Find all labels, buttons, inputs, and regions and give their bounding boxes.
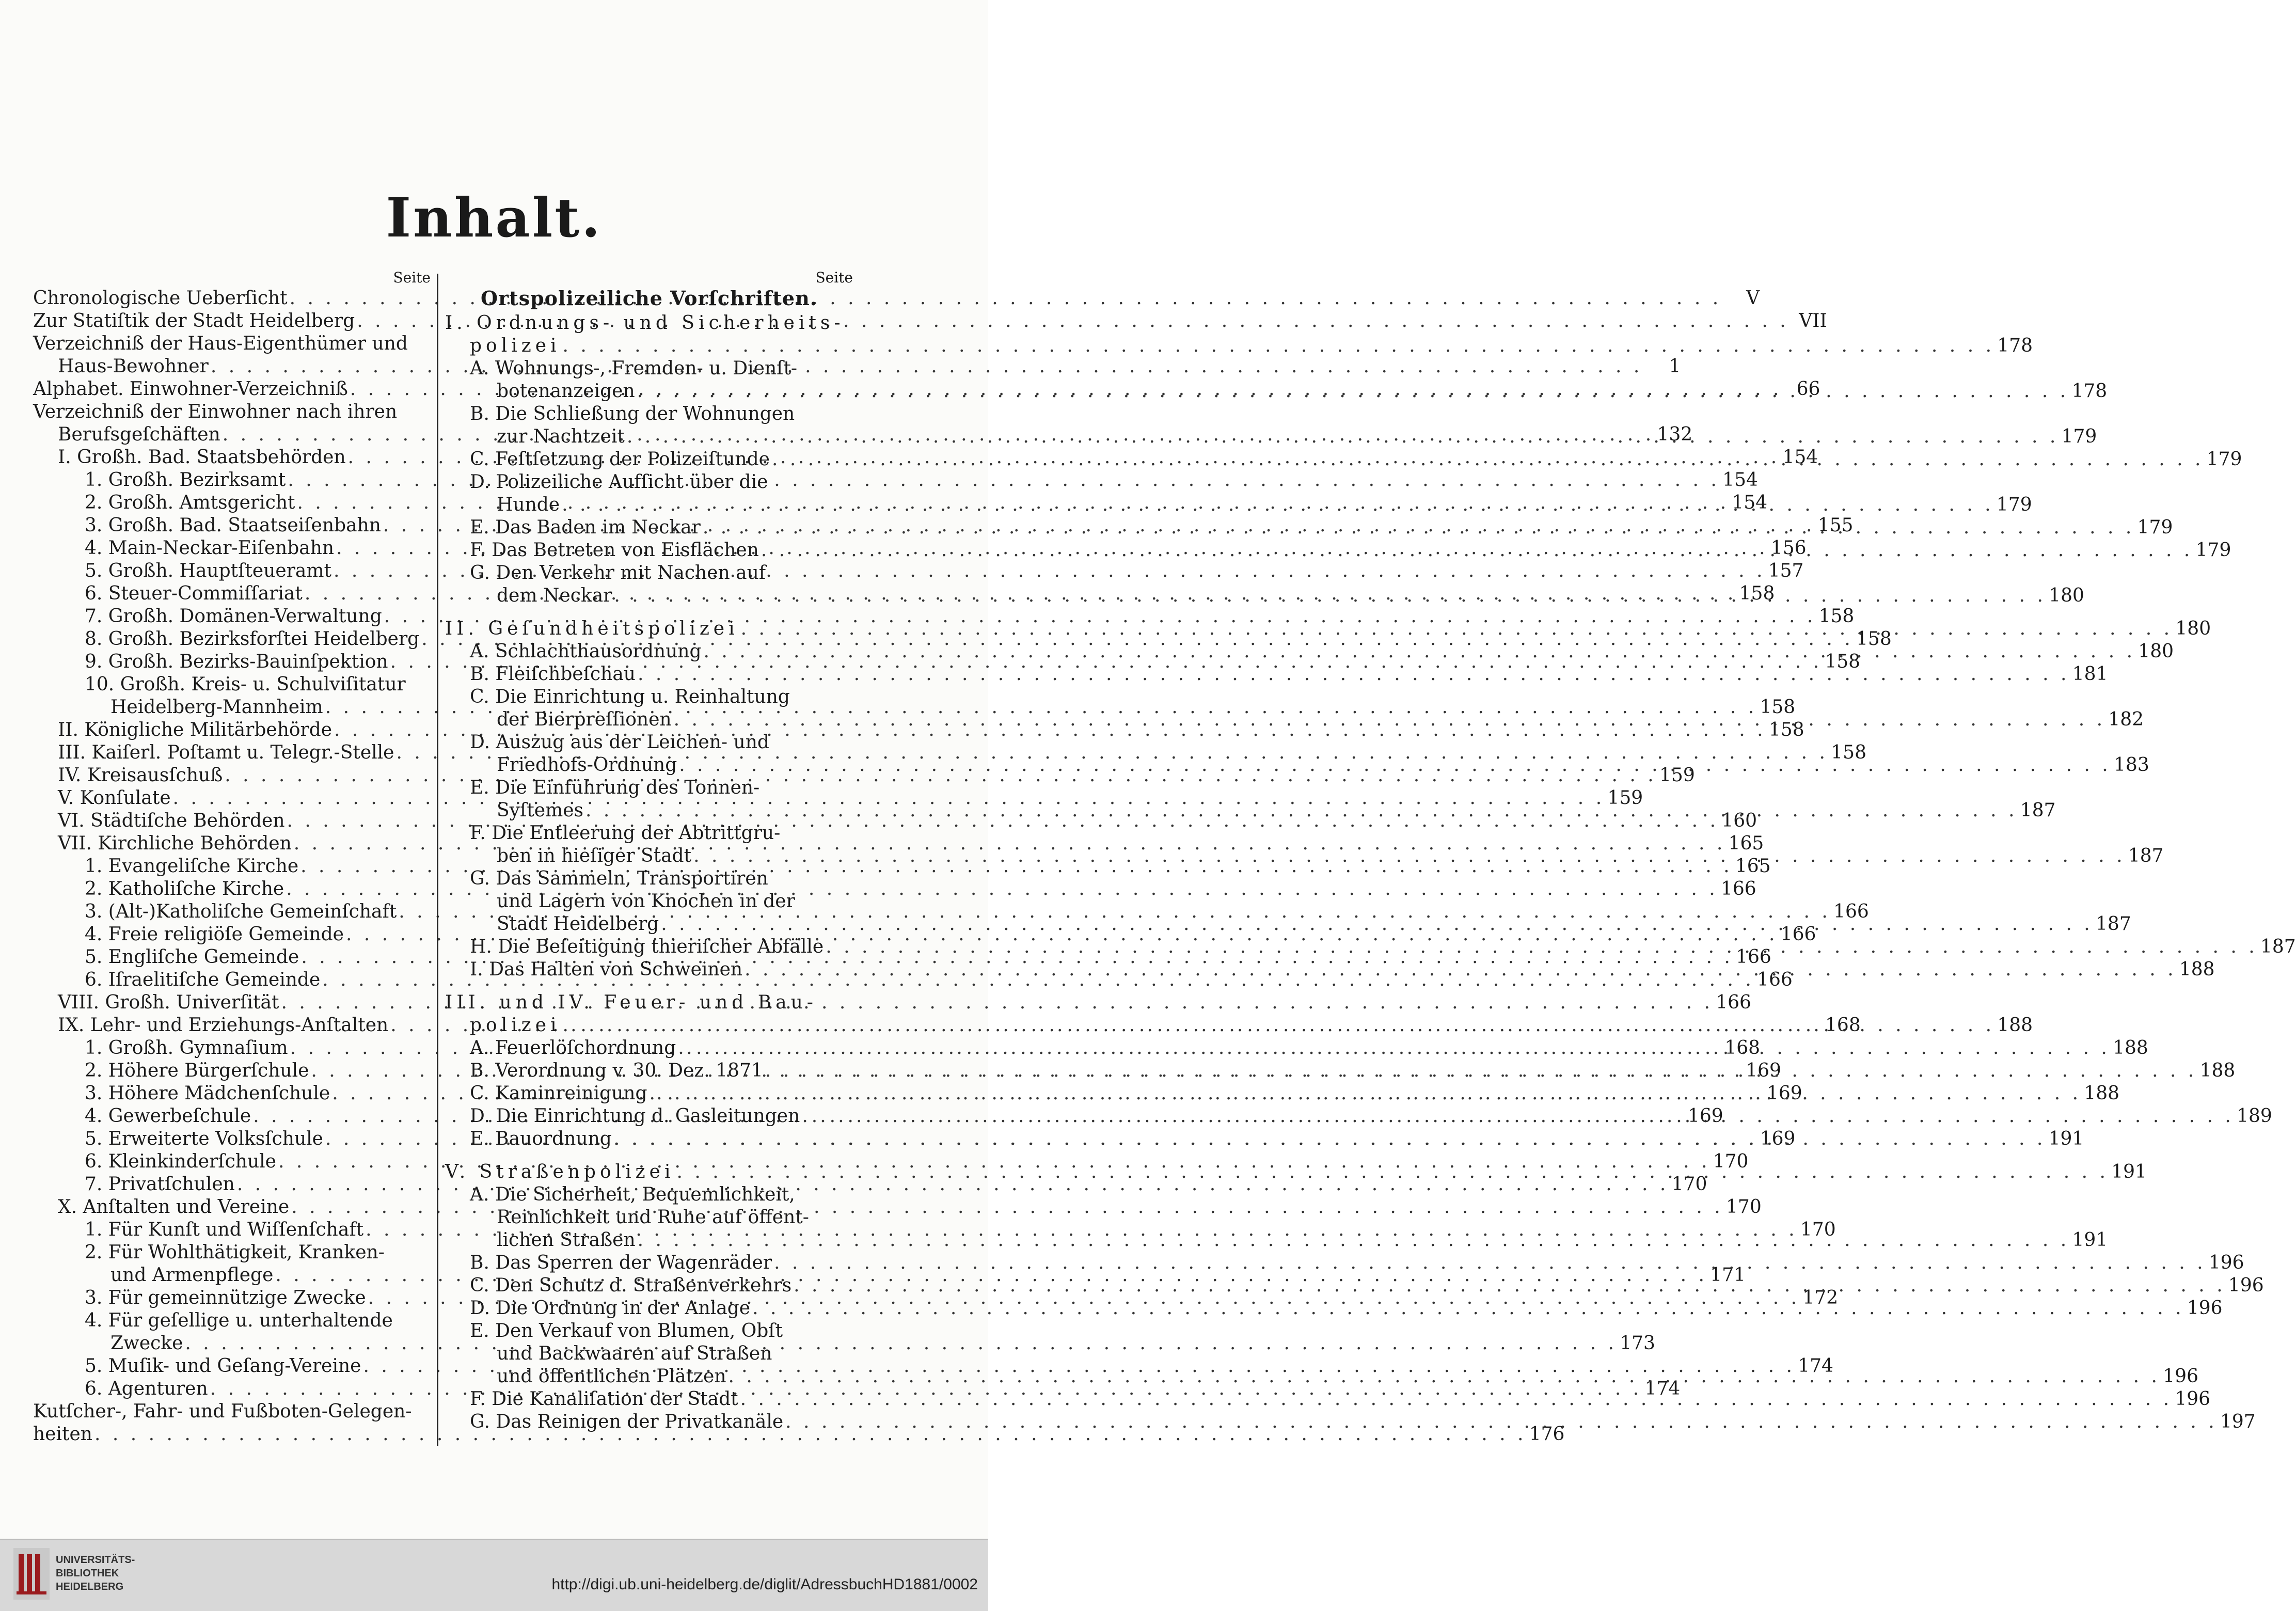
source-url-link[interactable]: http://digi.ub.uni-heidelberg.de/diglit/AdressbuchHD1881/0002 bbox=[551, 1576, 978, 1593]
toc-entry-text: A. Die Sicherheit, Bequemlichkeit, bbox=[470, 1184, 795, 1205]
toc-entry-text: 3. Höhere Mädchenſchule bbox=[85, 1083, 330, 1104]
toc-entry bbox=[445, 403, 853, 425]
toc-entry-text: 6. Steuer-Commiſſariat bbox=[85, 583, 303, 604]
toc-entry-text: X. Anſtalten und Vereine bbox=[58, 1196, 290, 1218]
toc-entry-text: VI. Städtiſche Behörden bbox=[58, 810, 285, 831]
toc-entry-text: zur Nachtzeit bbox=[497, 426, 625, 447]
toc-page-number: 169 bbox=[1760, 1128, 1796, 1149]
toc-entry-text: 1. Großh. Gymnaſium bbox=[85, 1037, 288, 1059]
toc-entry bbox=[445, 867, 853, 890]
toc-page-number: 170 bbox=[1726, 1196, 1762, 1218]
toc-entry-text: 2. Für Wohlthätigkeit, Kranken- bbox=[85, 1242, 385, 1263]
dot-leader bbox=[612, 585, 2048, 607]
toc-page-number: 179 bbox=[2206, 449, 2242, 470]
toc-entry-text: G. Das Reinigen der Privatkanäle bbox=[470, 1411, 784, 1432]
toc-entry-text: C. Feſtſetzung der Polizeiſtunde bbox=[470, 449, 770, 470]
toc-entry bbox=[33, 1400, 431, 1423]
toc-page-number: 187 bbox=[2096, 913, 2131, 935]
toc-entry-text: III. und IV. Feuer- und Bau- bbox=[445, 992, 817, 1013]
dot-leader bbox=[750, 1297, 2187, 1320]
toc-entry-text: Syſtemes bbox=[497, 800, 584, 821]
toc-page-number: 187 bbox=[2260, 936, 2296, 957]
toc-entry-text: I. Ordnungs- und Sicherheits- bbox=[445, 312, 845, 334]
toc-entry-text: Heidelberg-Mannheim bbox=[110, 697, 323, 718]
toc-page-number: 155 bbox=[1817, 515, 1854, 536]
toc-entry-text: 10. Großh. Kreis- u. Schulviſitatur bbox=[85, 674, 406, 695]
toc-page-number: 171 bbox=[1710, 1265, 1746, 1286]
toc-entry-text: heiten bbox=[33, 1424, 92, 1445]
toc-entry-text: Kutſcher-, Fahr- und Fußboten-Gelegen- bbox=[33, 1401, 412, 1422]
toc-entry-text: 4. Für geſellige u. unterhaltende bbox=[85, 1310, 393, 1331]
toc-page-number: 166 bbox=[1716, 992, 1751, 1013]
toc-entry bbox=[445, 1183, 853, 1206]
toc-page-number: 166 bbox=[1736, 946, 1771, 968]
toc-entry-text: 3. Großh. Bad. Staatseiſenbahn bbox=[85, 515, 381, 536]
toc-entry-text: F. Die Kanaliſation der Stadt bbox=[470, 1388, 738, 1410]
toc-page-number: 166 bbox=[1780, 924, 1816, 945]
toc-entry bbox=[33, 401, 431, 423]
toc-page-number: 191 bbox=[2048, 1128, 2084, 1149]
toc-page-number: 196 bbox=[2228, 1275, 2264, 1296]
section-gap bbox=[445, 607, 853, 618]
toc-entry-text: ben in hieſiger Stadt bbox=[497, 845, 692, 866]
toc-entry bbox=[445, 312, 853, 335]
toc-entry bbox=[33, 333, 431, 355]
toc-page-number: 158 bbox=[1831, 742, 1866, 763]
dot-leader bbox=[625, 425, 2061, 448]
toc-page-number: 188 bbox=[2084, 1083, 2120, 1104]
logo-line-2: BIBLIOTHEK bbox=[56, 1568, 119, 1579]
toc-entry bbox=[445, 1206, 853, 1229]
toc-page-number: 183 bbox=[2114, 754, 2149, 776]
toc-entry bbox=[33, 1309, 431, 1332]
toc-page-number: 168 bbox=[1724, 1037, 1761, 1059]
toc-entry-text: 5. Großh. Hauptſteueramt bbox=[85, 560, 331, 581]
toc-page-number: 158 bbox=[1739, 583, 1775, 604]
toc-entry-text: VII. Kirchliche Behörden bbox=[58, 833, 292, 854]
toc-entry bbox=[33, 605, 1855, 628]
toc-page-number: 189 bbox=[2237, 1105, 2272, 1127]
toc-entry-text: G. Den Verkehr mit Nachen auf bbox=[470, 562, 766, 583]
toc-entry bbox=[445, 663, 2108, 686]
dot-leader bbox=[726, 1365, 2163, 1388]
toc-page-number: 179 bbox=[2137, 517, 2173, 538]
toc-entry bbox=[33, 1423, 1565, 1446]
toc-entry-text: H. Die Beſeitigung thieriſcher Abfälle bbox=[470, 936, 824, 957]
toc-page-number: 158 bbox=[1768, 719, 1804, 740]
toc-page-number: 169 bbox=[1688, 1105, 1723, 1127]
toc-entry-text: 3. (Alt-)Katholiſche Gemeinſchaft bbox=[85, 901, 397, 922]
toc-entry bbox=[445, 357, 853, 380]
toc-page-number: 196 bbox=[2208, 1252, 2244, 1273]
dot-leader bbox=[772, 1252, 2208, 1274]
viewer-footer bbox=[0, 1539, 988, 1611]
toc-entry-text: und Backwaaren auf Straßen bbox=[497, 1343, 772, 1364]
toc-page-number: 173 bbox=[1620, 1333, 1655, 1354]
dot-leader bbox=[739, 618, 2175, 640]
toc-entry-text: C. Die Einrichtung u. Reinhaltung bbox=[470, 686, 790, 707]
page-title: Inhalt. bbox=[386, 186, 603, 249]
toc-entry-text: IV. Kreisausſchuß bbox=[58, 765, 223, 786]
toc-entry-text: lichen Straßen bbox=[497, 1229, 636, 1251]
toc-entry-text: D. Polizeiliche Aufſicht über die bbox=[470, 471, 768, 493]
toc-entry-text: Zur Statiſtik der Stadt Heidelberg bbox=[33, 310, 355, 331]
toc-entry-text: Verzeichniß der Haus-Eigenthümer und bbox=[33, 333, 408, 354]
toc-page-number: 180 bbox=[2175, 618, 2211, 639]
toc-entry-text: A. Schlachthausordnung bbox=[470, 641, 702, 662]
dot-leader bbox=[763, 1060, 2199, 1082]
toc-page-number: 176 bbox=[1529, 1424, 1565, 1445]
toc-entry-text: 6. Iſraelitiſche Gemeinde bbox=[85, 969, 321, 990]
toc-page-number: V bbox=[1746, 288, 1760, 309]
toc-page-number: 165 bbox=[1735, 856, 1771, 877]
toc-page-number: 191 bbox=[2111, 1161, 2147, 1182]
toc-entry-text: 2. Katholiſche Kirche bbox=[85, 878, 284, 899]
toc-entry-text: 1. Für Kunſt und Wiſſenſchaft bbox=[85, 1219, 364, 1240]
toc-page-number: 196 bbox=[2187, 1298, 2223, 1319]
toc-page-number: 181 bbox=[2072, 664, 2108, 685]
toc-entry-text: A. Wohnungs-, Fremden- u. Dienſt- bbox=[470, 358, 798, 379]
toc-entry-text: 3. Für gemeinnützige Zwecke bbox=[85, 1287, 366, 1308]
dot-leader bbox=[791, 1274, 2228, 1297]
dot-leader bbox=[647, 1082, 2084, 1105]
toc-entry-text: 5. Erweiterte Volksſchule bbox=[85, 1128, 323, 1149]
toc-entry-text: Alphabet. Einwohner-Verzeichniß bbox=[33, 378, 348, 400]
toc-entry-text: 1. Evangeliſche Kirche bbox=[85, 856, 299, 877]
dot-leader bbox=[770, 448, 2206, 471]
dot-leader bbox=[209, 355, 1645, 378]
toc-entry bbox=[33, 673, 431, 696]
column-divider bbox=[437, 274, 438, 1446]
toc-entry-text: D. Die Ordnung in der Anlage bbox=[470, 1298, 751, 1319]
toc-entry-text: VIII. Großh. Univerſität bbox=[58, 992, 279, 1013]
toc-entry-text: polizei bbox=[470, 1015, 561, 1036]
toc-page-number: 156 bbox=[1770, 538, 1807, 559]
toc-page-number: 158 bbox=[1760, 697, 1796, 718]
toc-entry-text: der Bierpreſſionen bbox=[497, 709, 672, 730]
dot-leader bbox=[636, 663, 2072, 686]
toc-page-number: 180 bbox=[2049, 585, 2084, 606]
toc-entry bbox=[445, 1411, 2256, 1433]
toc-entry-text: A. Feuerlöſchordnung bbox=[470, 1037, 676, 1059]
toc-entry-text: II. Königliche Militärbehörde bbox=[58, 719, 332, 740]
toc-entry-text: 1. Großh. Bezirksamt bbox=[85, 469, 286, 491]
toc-entry-text: I. Großh. Bad. Staatsbehörden bbox=[58, 447, 346, 468]
toc-page-number: 1 bbox=[1669, 356, 1681, 377]
toc-entry-text: Stadt Heidelberg bbox=[497, 913, 659, 935]
toc-entry-text: F. Das Betreten von Eisflächen bbox=[470, 540, 759, 561]
dot-leader bbox=[183, 1332, 1619, 1355]
dot-leader bbox=[561, 335, 1997, 357]
toc-entry-text: und Armenpflege bbox=[110, 1265, 274, 1286]
toc-page-number: 159 bbox=[1659, 765, 1695, 786]
toc-entry-text: 7. Großh. Domänen-Verwaltung bbox=[85, 606, 382, 627]
toc-entry-text: D. Auszug aus der Leichen- und bbox=[470, 732, 769, 753]
dot-leader bbox=[742, 958, 2179, 981]
toc-entry-text: 7. Privatſchulen bbox=[85, 1174, 235, 1195]
section-heading: Ortspolizeiliche Vorſchriften. bbox=[481, 287, 817, 310]
toc-entry-text: C. Den Schutz d. Straßenverkehrs bbox=[470, 1275, 792, 1296]
toc-entry bbox=[33, 1241, 431, 1264]
toc-page-number: 187 bbox=[2128, 845, 2164, 866]
toc-page-number: 196 bbox=[2163, 1366, 2198, 1387]
toc-entry-text: Hunde bbox=[497, 494, 560, 515]
toc-page-number: 166 bbox=[1757, 969, 1793, 990]
toc-page-number: 178 bbox=[1997, 335, 2033, 356]
toc-entry-text: polizei bbox=[470, 335, 561, 356]
toc-entry-text: E. Bauordnung bbox=[470, 1128, 612, 1149]
toc-page-number: 179 bbox=[1996, 494, 2032, 515]
toc-entry-text: 4. Main-Neckar-Eiſenbahn bbox=[85, 538, 335, 559]
toc-entry-text: 4. Gewerbeſchule bbox=[85, 1105, 251, 1127]
toc-page-number: 178 bbox=[2071, 381, 2108, 402]
dot-leader bbox=[561, 1014, 1997, 1037]
toc-entry-text: II. Geſundheitspolizei bbox=[445, 618, 739, 639]
toc-entry-text: Zwecke bbox=[110, 1333, 183, 1354]
toc-entry bbox=[445, 335, 2033, 357]
toc-page-number: 170 bbox=[1713, 1151, 1749, 1172]
dot-leader bbox=[560, 494, 1996, 516]
toc-entry-text: 4. Freie religiöſe Gemeinde bbox=[85, 924, 344, 945]
toc-entry-text: B. Das Sperren der Wagenräder bbox=[470, 1252, 772, 1273]
toc-page-number: 66 bbox=[1796, 378, 1820, 400]
dot-leader bbox=[583, 799, 2020, 822]
toc-page-number: 191 bbox=[2072, 1229, 2108, 1251]
toc-page-number: 158 bbox=[1825, 651, 1861, 672]
toc-page-number: 197 bbox=[2220, 1411, 2256, 1432]
toc-page-number: 188 bbox=[2179, 959, 2215, 980]
dot-leader bbox=[800, 1105, 2236, 1128]
toc-entry-text: 5. Muſik- und Geſang-Vereine bbox=[85, 1355, 361, 1377]
toc-page-number: 188 bbox=[1997, 1015, 2033, 1036]
toc-entry bbox=[445, 822, 853, 845]
toc-entry-text: und Lagern von Knochen in der bbox=[497, 891, 795, 912]
dot-leader bbox=[824, 936, 2260, 958]
toc-page-number: 169 bbox=[1746, 1060, 1781, 1081]
dot-leader bbox=[783, 1411, 2220, 1433]
toc-entry-text: I. Das Halten von Schweinen bbox=[470, 959, 743, 980]
toc-entry bbox=[445, 686, 853, 708]
toc-entry-text: V. Konſulate bbox=[58, 787, 171, 809]
toc-page-number: 188 bbox=[2199, 1060, 2236, 1081]
toc-entry-text: F. Die Entleerung der Abtrittgru- bbox=[470, 823, 781, 844]
toc-entry-text: Verzeichniß der Einwohner nach ihren bbox=[33, 401, 398, 422]
toc-page-number: 154 bbox=[1782, 447, 1818, 468]
toc-page-number: 179 bbox=[2061, 426, 2097, 447]
toc-entry-text: E. Das Baden im Neckar bbox=[470, 517, 701, 538]
toc-page-number: 154 bbox=[1732, 492, 1768, 513]
toc-entry-text: 6. Agenturen bbox=[85, 1378, 208, 1399]
toc-entry-text: dem Neckar bbox=[497, 585, 612, 606]
toc-entry-text: III. Kaiſerl. Poſtamt u. Telegr.-Stelle bbox=[58, 742, 394, 763]
dot-leader bbox=[702, 640, 2138, 663]
toc-entry bbox=[445, 777, 853, 799]
dot-leader bbox=[636, 1229, 2072, 1252]
section-gap bbox=[445, 1150, 853, 1161]
toc-entry-text: 2. Großh. Amtsgericht bbox=[85, 492, 295, 513]
toc-page-number: 168 bbox=[1825, 1015, 1861, 1036]
toc-entry-text: und öffentlichen Plätzen bbox=[497, 1366, 726, 1387]
dot-leader bbox=[759, 539, 2195, 562]
dot-leader bbox=[672, 708, 2108, 731]
toc-entry bbox=[445, 991, 853, 1014]
toc-page-number: 174 bbox=[1644, 1378, 1681, 1399]
toc-entry-text: 8. Großh. Bezirksforſtei Heidelberg bbox=[85, 628, 420, 650]
toc-entry bbox=[445, 890, 853, 913]
toc-page-number: 132 bbox=[1657, 424, 1693, 445]
seite-label-left: Seite bbox=[393, 269, 431, 286]
toc-page-number: 172 bbox=[1802, 1287, 1839, 1308]
toc-page-number: 158 bbox=[1856, 628, 1892, 650]
toc-page-number: 180 bbox=[2138, 641, 2174, 662]
toc-entry bbox=[445, 471, 853, 494]
library-logo-text bbox=[56, 1553, 135, 1593]
university-library-logo-icon bbox=[13, 1548, 50, 1600]
logo-line-3: HEIDELBERG bbox=[56, 1581, 124, 1592]
toc-page-number: 182 bbox=[2108, 709, 2144, 730]
toc-entry bbox=[445, 731, 853, 754]
toc-page-number: 169 bbox=[1766, 1083, 1802, 1104]
toc-page-number: VII bbox=[1799, 310, 1827, 331]
toc-page-number: 170 bbox=[1800, 1219, 1836, 1240]
toc-page-number: 187 bbox=[2020, 800, 2056, 821]
toc-entry-text: C. Kaminreinigung bbox=[470, 1083, 647, 1104]
dot-leader bbox=[691, 845, 2128, 867]
toc-page-number: 160 bbox=[1721, 810, 1757, 831]
toc-entry bbox=[445, 1320, 853, 1343]
toc-entry-text: IX. Lehr- und Erziehungs-Anſtalten bbox=[58, 1015, 389, 1036]
toc-entry-text: 9. Großh. Bezirks-Bauinſpektion bbox=[85, 651, 388, 672]
toc-page-number: 166 bbox=[1833, 901, 1869, 922]
dot-leader bbox=[635, 380, 2071, 403]
dot-leader bbox=[674, 1161, 2111, 1183]
toc-page-number: 157 bbox=[1768, 560, 1804, 581]
dot-leader bbox=[676, 1037, 2112, 1060]
section-gap bbox=[445, 981, 853, 991]
toc-entry-text: G. Das Sammeln, Transportiren bbox=[470, 868, 768, 889]
toc-entry-text: 2. Höhere Bürgerſchule bbox=[85, 1060, 309, 1081]
toc-entry-text: V. Straßenpolizei bbox=[445, 1161, 675, 1182]
toc-page-number: 179 bbox=[2195, 540, 2231, 561]
toc-entry-text: E. Die Einführung des Tonnen- bbox=[470, 777, 760, 798]
toc-page-number: 166 bbox=[1720, 878, 1756, 899]
toc-page-number: 154 bbox=[1722, 469, 1758, 491]
toc-entry bbox=[445, 562, 853, 585]
toc-entry-text: Berufsgeſchäften bbox=[58, 424, 220, 445]
toc-entry-text: Reinlichkeit und Ruhe auf öffent- bbox=[497, 1207, 809, 1228]
toc-page-number: 188 bbox=[2113, 1037, 2148, 1059]
toc-entry bbox=[445, 1252, 2244, 1274]
toc-entry-text: Haus-Bewohner bbox=[58, 356, 209, 377]
toc-entry-text: Chronologische Ueberſicht bbox=[33, 288, 288, 309]
toc-entry-text: 5. Engliſche Gemeinde bbox=[85, 946, 299, 968]
toc-page-number: 165 bbox=[1728, 833, 1764, 854]
toc-page-number: 196 bbox=[2175, 1388, 2211, 1410]
logo-line-1: UNIVERSITÄTS- bbox=[56, 1554, 135, 1566]
toc-page-number: 170 bbox=[1671, 1174, 1707, 1195]
toc-entry-text: 6. Kleinkinderſchule bbox=[85, 1151, 276, 1172]
dot-leader bbox=[612, 1128, 2048, 1150]
dot-leader bbox=[738, 1388, 2175, 1411]
toc-entry-text: B. Verordnung v. 30. Dez. 1871 bbox=[470, 1060, 763, 1081]
toc-entry bbox=[445, 1343, 853, 1365]
toc-entry-text: D. Die Einrichtung d. Gasleitungen bbox=[470, 1105, 800, 1127]
toc-entry-text: B. Fleiſchbeſchau bbox=[470, 664, 636, 685]
dot-leader bbox=[701, 516, 2137, 539]
toc-entry-text: Friedhofs-Ordnung bbox=[497, 754, 677, 776]
toc-page-number: 158 bbox=[1818, 606, 1855, 627]
toc-entry-text: E. Den Verkauf von Blumen, Obſt bbox=[470, 1320, 783, 1341]
toc-entry-text: botenanzeigen bbox=[497, 381, 635, 402]
seite-label-right: Seite bbox=[815, 269, 853, 286]
toc-page-number: 159 bbox=[1607, 787, 1643, 809]
toc-page-number: 174 bbox=[1798, 1355, 1833, 1377]
toc-entry-text: B. Die Schließung der Wohnungen bbox=[470, 403, 795, 424]
dot-leader bbox=[659, 913, 2095, 936]
dot-leader bbox=[677, 754, 2113, 777]
